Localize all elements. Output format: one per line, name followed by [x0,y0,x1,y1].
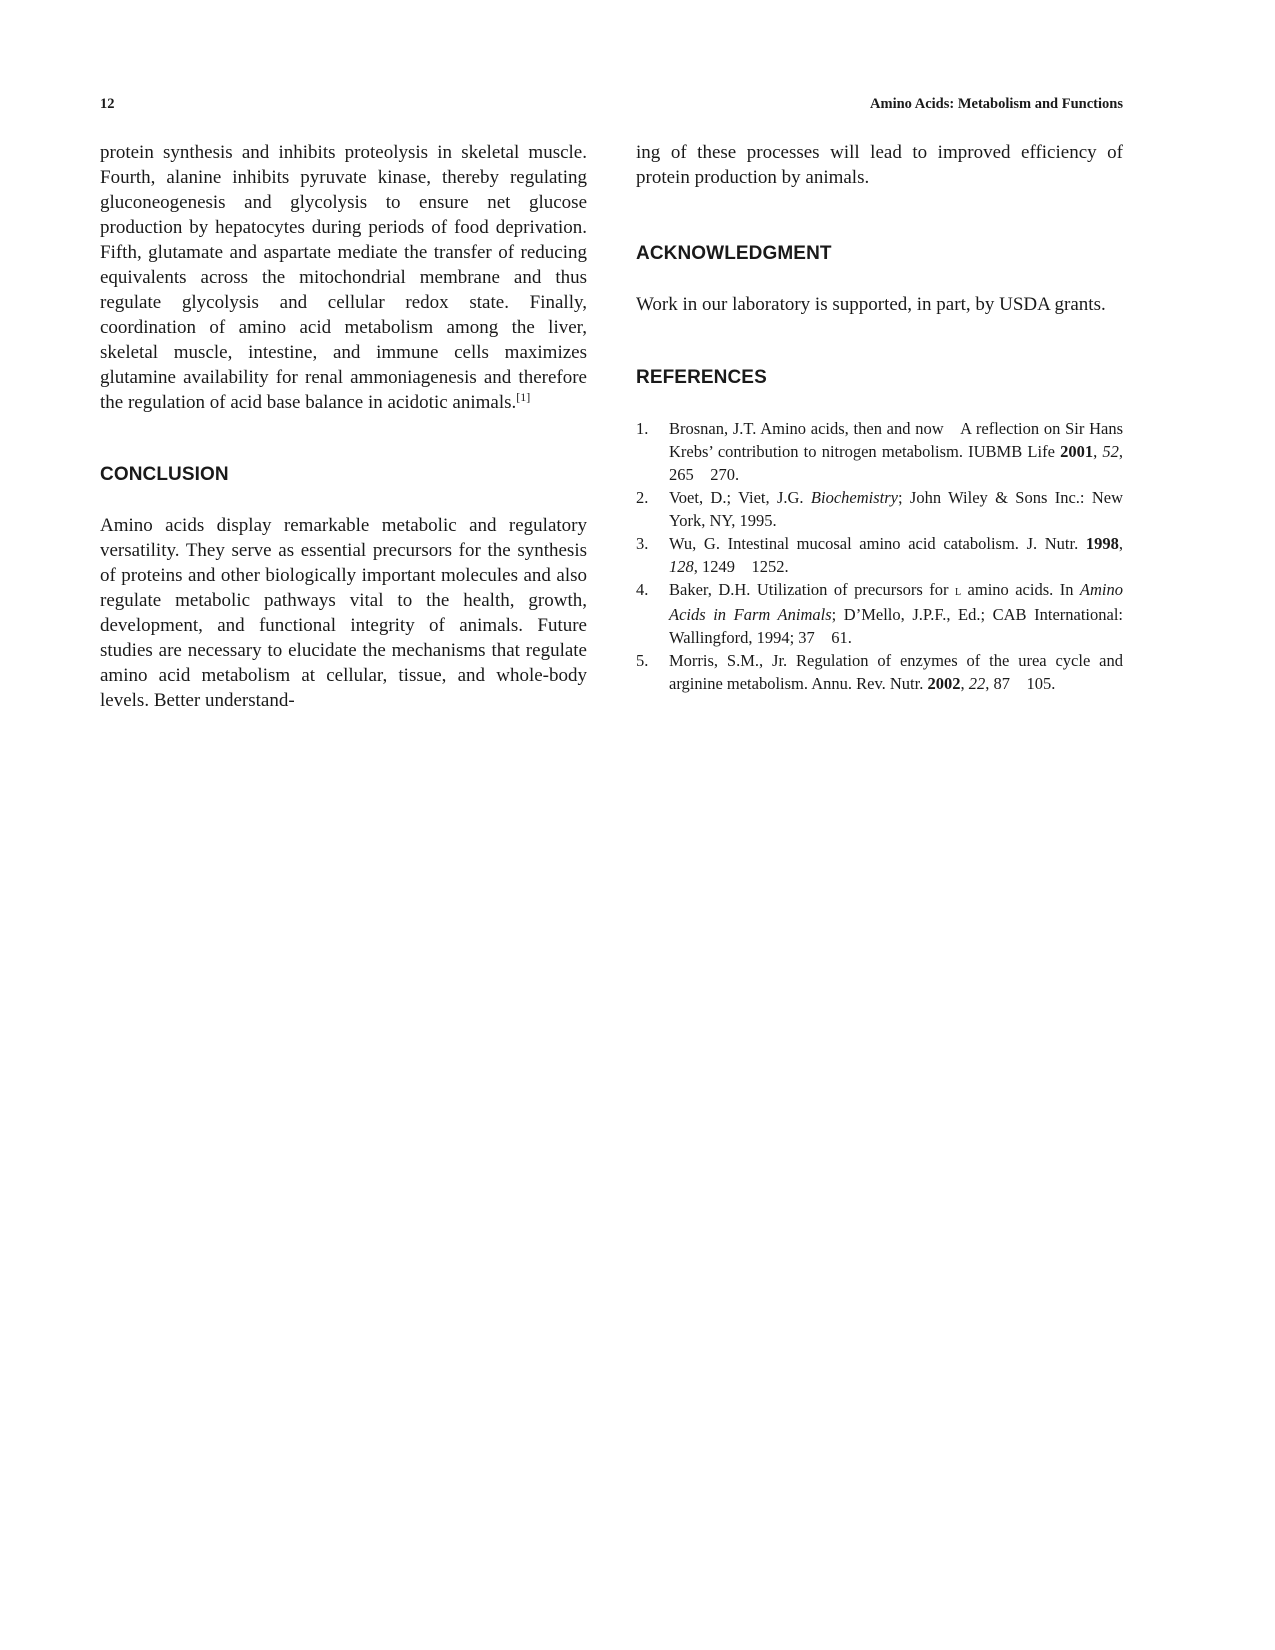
acknowledgment-heading: ACKNOWLEDGMENT [636,243,832,264]
right-column [636,140,1123,695]
reference-item-1 [636,417,1123,486]
intro-text: protein synthesis and inhibits proteolysis in skeletal muscle. Fourth, alanine inhibits pyruvate kinase, thereby regulating gluconeogenesis and glycolysis to ensure net glucose production by hepatocytes during periods of food deprivation. Fifth, glutamate and aspartate mediate the transfer of reducing equivalents across the mitochondrial membrane and thus regulate glycolysis and cellular redox state. Finally, coordination of amino acid metabolism among the liver, skeletal muscle, intestine, and immune cells maximizes glutamine availability for renal ammoniagenesis and therefore the regulation of acid base balance in acidotic animals. [100,142,587,413]
reference-list [636,417,1123,695]
references-heading: REFERENCES [636,367,767,388]
conclusion-heading: CONCLUSION [100,464,229,485]
reference-publisher: ; D’Mello, J.P.F., Ed.; CAB International: Wallingford, 1994; 37 61. [669,605,1123,647]
reference-text: Morris, S.M., Jr. Regulation of enzymes of the urea cycle and arginine metabolism. Annu. Rev. Nutr. [669,651,1123,693]
reference-text: Brosnan, J.T. Amino acids, then and now A reflection on Sir Hans Krebs’ contribution to nitrogen metabolism. IUBMB Life [669,419,1123,461]
reference-item-4 [636,578,1123,649]
reference-number: 2. [636,488,649,507]
reference-small-caps: l [954,584,962,599]
reference-volume: 52 [1102,442,1119,461]
reference-book-title: Amino Acids in Farm Animals [669,580,1124,624]
reference-number: 5. [636,651,649,670]
reference-text-cont: amino acids. In [961,580,1080,599]
reference-pages: , 265 270. [669,442,1124,484]
left-column [100,140,587,713]
reference-volume: 128 [669,557,694,576]
running-head [100,96,1123,118]
reference-item-2 [636,486,1123,532]
reference-number: 4. [636,580,649,599]
page-number: 12 [100,96,115,112]
reference-year: 1998 [1085,534,1119,553]
reference-text: Wu, G. Intestinal mucosal amino acid catabolism. J. Nutr. [669,534,1086,553]
reference-item-5 [636,649,1123,695]
reference-text: Baker, D.H. Utilization of precursors for [669,580,955,599]
conclusion-paragraph: Amino acids display remarkable metabolic and regulatory versatility. They serve as essential precursors for the synthesis of proteins and other biologically important molecules and also regulate metabolic pathways vital to the health, growth, development, and functional integrity of animals. Future studies are necessary to elucidate the mechanisms that regulate amino acid metabolism at cellular, tissue, and whole-body levels. Better understand- [100,515,587,711]
journal-title: Amino Acids: Metabolism and Functions [870,96,1123,112]
reference-separator: , [960,674,969,693]
reference-number: 1. [636,419,649,438]
citation-link[interactable]: [1] [516,390,531,404]
reference-book-title: Biochemistry [810,488,898,507]
reference-pages: , 1249 1252. [693,557,789,576]
reference-number: 3. [636,534,649,553]
intro-paragraph [100,140,587,415]
reference-year: 2001 [1060,442,1094,461]
acknowledgment-paragraph: Work in our laboratory is supported, in part, by USDA grants. [636,294,1106,315]
reference-publisher: ; John Wiley & Sons Inc.: New York, NY, 1995. [669,488,1123,530]
reference-volume: 22 [968,674,986,693]
reference-separator: , [1118,534,1123,553]
reference-separator: , [1093,442,1103,461]
reference-year: 2002 [927,674,961,693]
reference-text: Voet, D.; Viet, J.G. [669,488,811,507]
reference-pages: , 87 105. [985,674,1056,693]
reference-item-3 [636,532,1123,578]
continuation-paragraph: ing of these processes will lead to improved efficiency of protein production by animals. [636,142,1123,188]
